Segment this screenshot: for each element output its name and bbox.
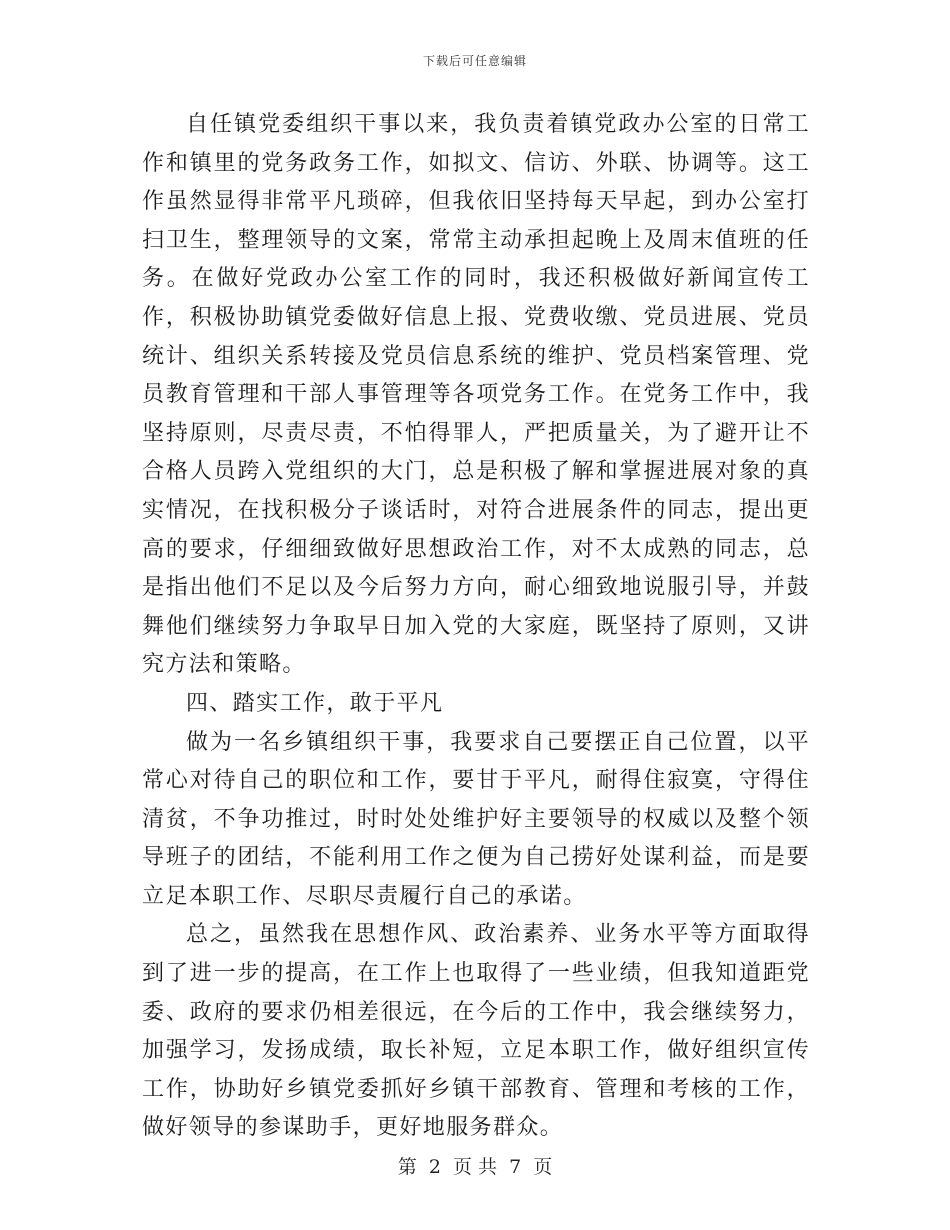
paragraph-positioning: 做为一名乡镇组织干事，我要求自己要摆正自己位置，以平常心对待自己的职位和工作，要甘于平凡，耐得住寂寞，守得住清贫，不争功推过，时时处处维护好主要领导的权威以及整个领导班子的团结，不能利用工作之便为自己捞好处谋利益，而是要立足本职工作、尽职尽责履行自己的承诺。: [142, 729, 810, 909]
footer-middle: 页 共: [452, 1156, 498, 1178]
document-body: [142, 106, 810, 1148]
page-header-note: 下载后可任意编辑: [422, 54, 527, 68]
paragraph-office-work: 自任镇党委组织干事以来，我负责着镇党政办公室的日常工作和镇里的党务政务工作，如拟文、信访、外联、协调等。这工作虽然显得非常平凡琐碎，但我依旧坚持每天早起，到办公室打扫卫生，整理领导的文案，常常主动承担起晚上及周末值班的任务。在做好党政办公室工作的同时，我还积极做好新闻宣传工作，积极协助镇党委做好信息上报、党费收缴、党员进展、党员统计、组织关系转接及党员信息系统的维护、党员档案管理、党员教育管理和干部人事管理等各项党务工作。在党务工作中，我坚持原则，尽责尽责，不怕得罪人，严把质量关，为了避开让不合格人员跨入党组织的大门，总是积极了解和掌握进展对象的真实情况，在找积极分子谈话时，对符合进展条件的同志，提出更高的要求，仔细细致做好思想政治工作，对不太成熟的同志，总是指出他们不足以及今后努力方向，耐心细致地说服引导，并鼓舞他们继续努力争取早日加入党的大家庭，既坚持了原则，又讲究方法和策略。: [142, 112, 810, 678]
paragraph-conclusion: 总之，虽然我在思想作风、政治素养、业务水平等方面取得到了进一步的提高，在工作上也取得了一些业绩，但我知道距党委、政府的要求仍相差很远，在今后的工作中，我会继续努力，加强学习，发扬成绩，取长补短，立足本职工作，做好组织宣传工作，协助好乡镇党委抓好乡镇干部教育、管理和考核的工作，做好领导的参谋助手，更好地服务群众。: [142, 922, 810, 1141]
footer-total-pages: 7: [509, 1156, 522, 1178]
footer-current-page: 2: [428, 1156, 441, 1178]
page-footer: [0, 1152, 950, 1179]
footer-prefix: 第: [397, 1156, 417, 1178]
section-heading-four: 四、踏实工作，敢于平凡: [186, 690, 444, 716]
footer-suffix: 页: [533, 1156, 553, 1178]
